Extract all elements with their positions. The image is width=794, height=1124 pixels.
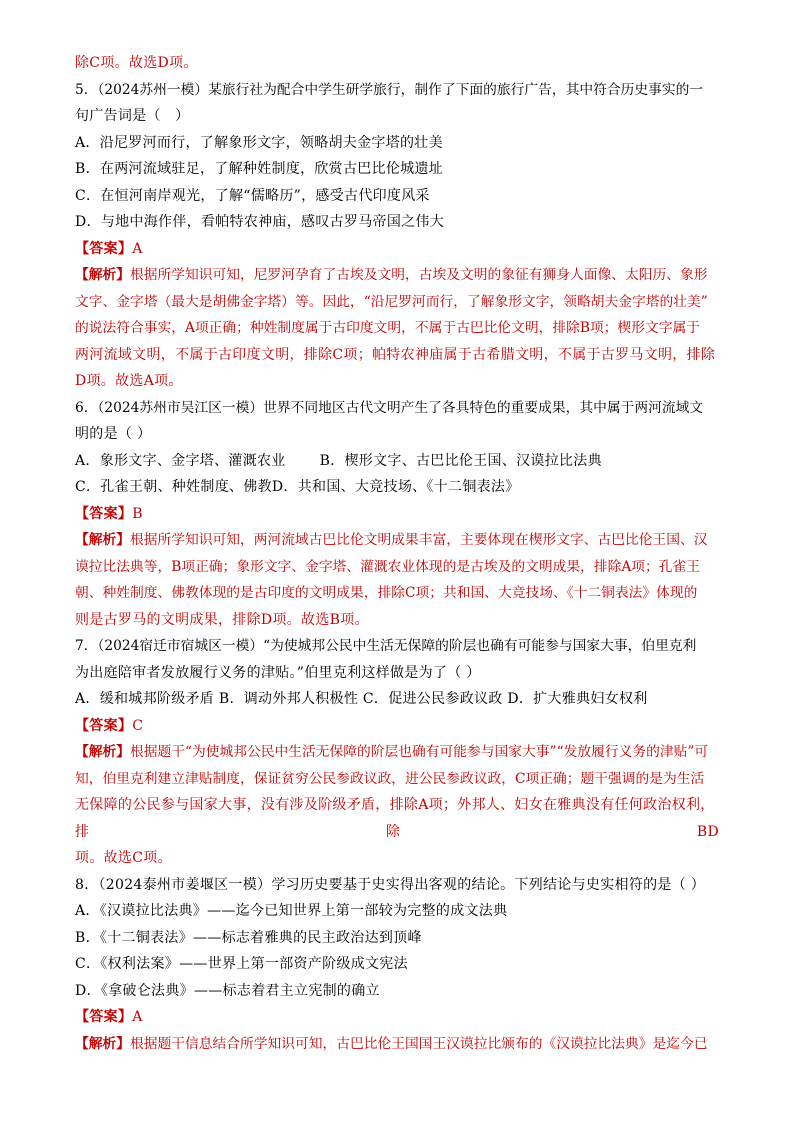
- option-b: B．《十二铜表法》——标志着雅典的民主政治达到顶峰: [75, 929, 422, 946]
- analysis-text: D项。故选A项。: [75, 373, 183, 389]
- answer-line: [75, 713, 719, 740]
- question-stem: 8．（2024泰州市姜堰区一模）学习历史要基于史实得出客观的结论。下列结论与史实相符的是（ ）: [75, 876, 706, 893]
- answer-line: [75, 501, 719, 528]
- analysis-text: 则是古罗马的文明成果，排除D项。故选B项。: [75, 611, 369, 628]
- analysis-fragment: BD: [696, 823, 719, 840]
- options-ab: [75, 448, 719, 475]
- option-b: B．楔形文字、古巴比伦王国、汉谟拉比法典: [319, 452, 602, 469]
- answer-value: B: [132, 505, 143, 522]
- analysis-text: 两河流域文明，不属于古印度文明，排除C项；帕特农神庙属于古希腊文明，不属于古罗马文明，排除: [75, 346, 716, 363]
- analysis-text: 根据所学知识可知，尼罗河孕育了古埃及文明，古埃及文明的象征有狮身人面像、太阳历、象形: [130, 267, 708, 283]
- analysis-text: 项。故选C项。: [75, 850, 172, 866]
- analysis-text: 谟拉比法典等，B项正确；象形文字、金字塔、灌溉农业体现的是古埃及的文明成果，排除A项；孔雀王: [75, 558, 701, 575]
- analysis-text: 无保障的公民参与国家大事，没有涉及阶级矛盾，排除A项；外邦人、妇女在雅典没有任何政治权利，: [75, 797, 715, 813]
- analysis-text: 朝、种姓制度、佛教体现的是古印度的文明成果，排除C项；共和国、大竞技场、《十二铜表法》体现的: [75, 585, 698, 601]
- answer-tag: 【答案】: [75, 717, 133, 734]
- answer-value: C: [132, 717, 144, 734]
- question-stem: 明的是（ ）: [75, 426, 152, 442]
- document-page: [75, 50, 719, 1057]
- question-6: [75, 395, 719, 634]
- analysis-text: 知，伯里克利建立津贴制度，保证贫穷公民参政议政，进公民参政议政，C项正确；题干强调的是为生活: [75, 770, 705, 787]
- question-stem: 5．（2024苏州一模）某旅行社为配合中学生研学旅行，制作了下面的旅行广告，其中符合历史事实的一: [75, 81, 704, 98]
- option-c: C．《权利法案》——世界上第一部资产阶级成文宪法: [75, 956, 408, 972]
- option-a: A．《汉谟拉比法典》——迄今已知世界上第一部较为完整的成文法典: [75, 903, 508, 919]
- question-8: [75, 872, 719, 1058]
- analysis-fragment: 除: [385, 823, 401, 840]
- question-stem: 句广告词是（ ）: [75, 108, 190, 124]
- option-d: D．《拿破仑法典》——标志着君主立宪制的确立: [75, 982, 380, 999]
- options: A．缓和城邦阶级矛盾 B．调动外邦人积极性 C．促进公民参政议政 D．扩大雅典妇女权利: [75, 691, 648, 707]
- option-a: A．沿尼罗河而行，了解象形文字，领略胡夫金字塔的壮美: [75, 134, 443, 151]
- analysis-fragment: 排: [75, 823, 90, 840]
- question-5: [75, 77, 719, 395]
- analysis-text: 文字、金字塔（最大是胡佛金字塔）等。因此，“沿尼罗河而行，了解象形文字，领略胡夫金字塔的壮美”: [75, 293, 708, 310]
- answer-value: A: [132, 1009, 143, 1025]
- answer-line: [75, 1004, 719, 1031]
- option-d: D．与地中海作伴，看帕特农神庙，感叹古罗马帝国之伟大: [75, 214, 445, 230]
- question-stem: 为出庭陪审者发放履行义务的津贴。”伯里克利这样做是为了（ ）: [75, 664, 481, 681]
- analysis-text: 根据所学知识可知，两河流域古巴比伦文明成果丰富，主要体现在楔形文字、古巴比伦王国、汉: [130, 532, 708, 548]
- question-stem: 7．（2024宿迁市宿城区一模）“为使城邦公民中生活无保障的阶层也确有可能参与国家大事，伯里克利: [75, 638, 697, 654]
- analysis-tag: 【解析】: [75, 744, 131, 760]
- answer-value: A: [132, 240, 143, 257]
- answer-line: [75, 236, 719, 263]
- analysis-tag: 【解析】: [75, 267, 131, 283]
- option-b: B．在两河流域驻足，了解种姓制度，欣赏古巴比伦城遗址: [75, 161, 444, 177]
- option-c: C．在恒河南岸观光，了解“儒略历”，感受古代印度风采: [75, 187, 430, 204]
- analysis-tag: 【解析】: [75, 532, 131, 548]
- analysis-line: [75, 739, 719, 766]
- analysis-text: 的说法符合事实，A项正确；种姓制度属于古印度文明，不属于古巴比伦文明，排除B项；楔形文字属于: [75, 320, 701, 336]
- answer-tag: 【答案】: [75, 1009, 133, 1025]
- answer-tag: 【答案】: [75, 240, 133, 257]
- question-7: [75, 633, 719, 872]
- analysis-justified-line: [75, 819, 719, 846]
- analysis-line: [75, 1031, 719, 1058]
- answer-tag: 【答案】: [75, 505, 133, 522]
- analysis-line: [75, 262, 719, 289]
- analysis-text: 根据题干信息结合所学知识可知，古巴比伦王国国王汉谟拉比颁布的《汉谟拉比法典》是迄今已: [130, 1035, 708, 1052]
- question-stem: 6．（2024苏州市吴江区一模）世界不同地区古代文明产生了各具特色的重要成果，其中属于两河流域文: [75, 399, 704, 416]
- analysis-line: [75, 527, 719, 554]
- option-a: A．象形文字、金字塔、灌溉农业: [75, 452, 286, 469]
- analysis-tag: 【解析】: [75, 1035, 131, 1052]
- carryover-analysis: 除C项。故选D项。: [75, 55, 198, 71]
- options-cd: C．孔雀王朝、种姓制度、佛教D．共和国、大竞技场、《十二铜表法》: [75, 479, 520, 495]
- analysis-text: 根据题干“为使城邦公民中生活无保障的阶层也确有可能参与国家大事”“发放履行义务的津贴”可: [130, 744, 709, 760]
